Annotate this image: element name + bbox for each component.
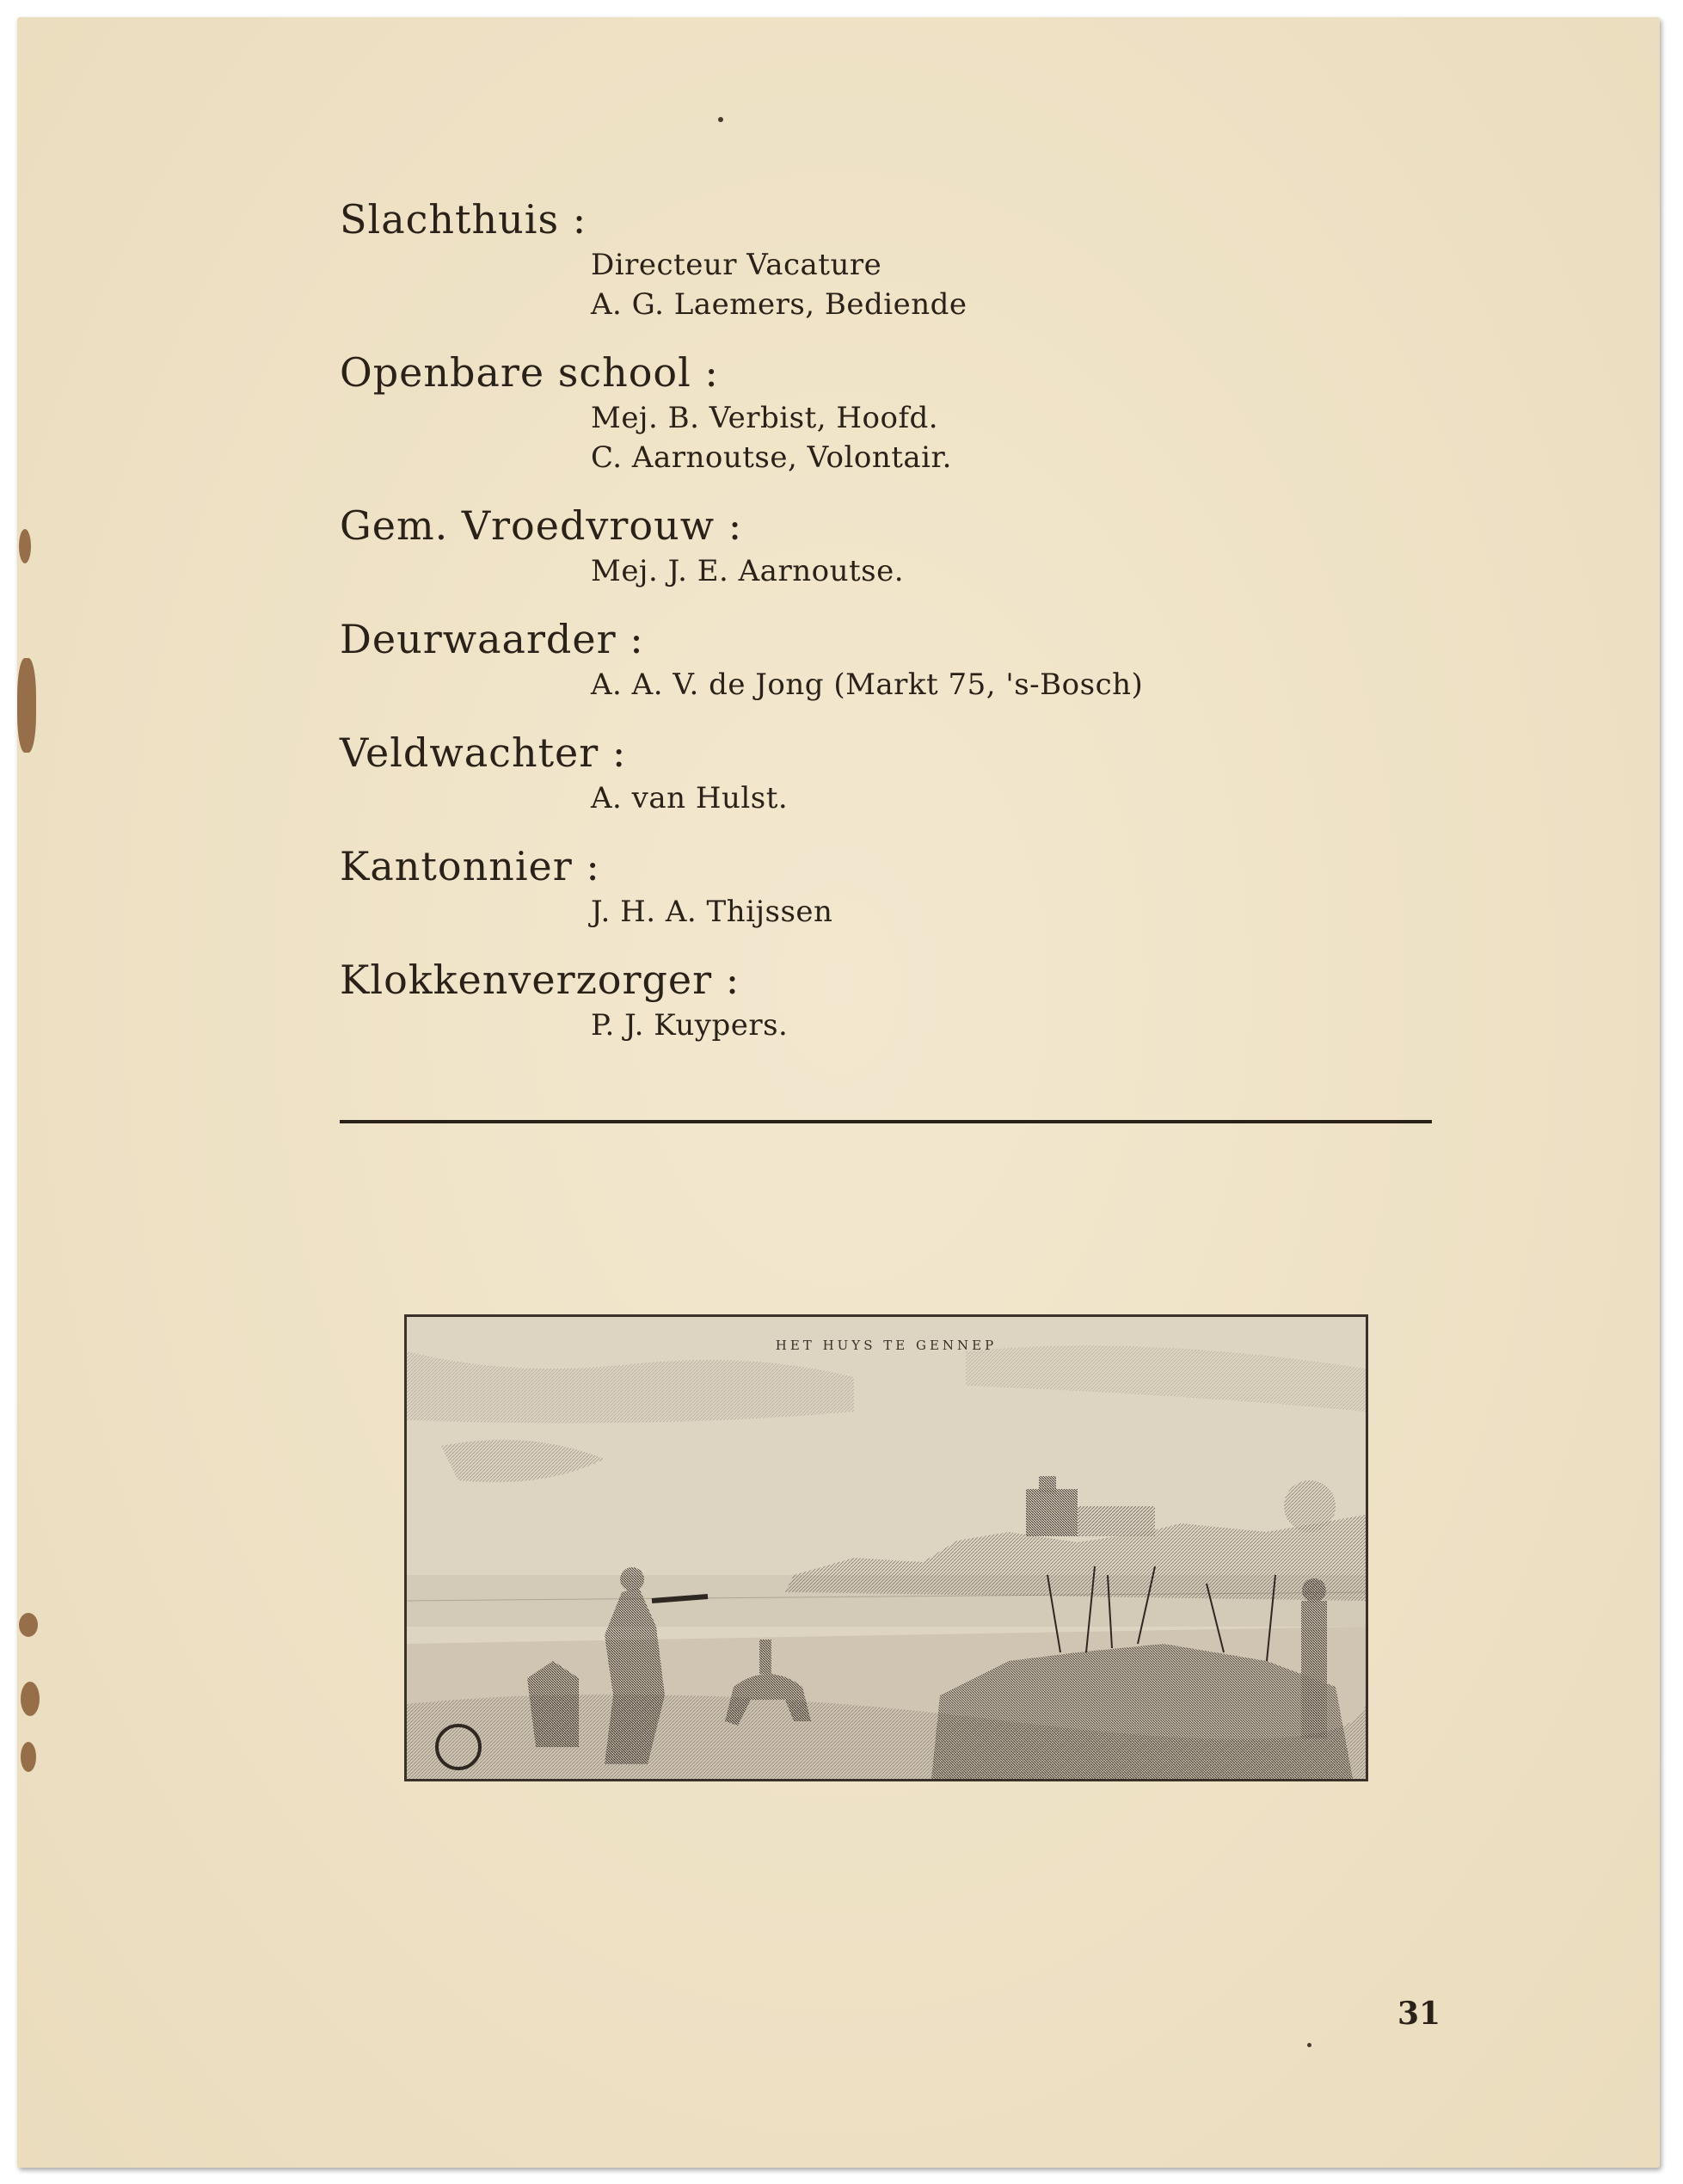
entry-line: J. H. A. Thijssen — [591, 895, 833, 929]
engraving-illustration — [404, 1314, 1368, 1781]
entry-heading: Klokkenverzorger : — [340, 957, 740, 1003]
ink-speck — [718, 117, 723, 122]
entry-heading: Veldwachter : — [340, 729, 627, 776]
stain-mark — [21, 1742, 36, 1772]
entry-heading: Deurwaarder : — [340, 616, 644, 662]
entry-line: A. A. V. de Jong (Markt 75, 's-Bosch) — [591, 668, 1144, 702]
page-sheet — [17, 17, 1660, 2168]
entry-heading: Gem. Vroedvrouw : — [340, 502, 743, 549]
entry-line: Directeur Vacature — [591, 248, 882, 282]
stain-mark — [19, 529, 31, 563]
engraving-scene — [407, 1317, 1366, 1779]
entry-kantonnier — [340, 840, 1458, 932]
entry-klokkenverzorger — [340, 954, 1458, 1045]
entry-slachthuis — [340, 194, 1458, 324]
engraving-caption: HET HUYS TE GENNEP — [775, 1338, 998, 1353]
staff-listing — [340, 194, 1458, 1067]
page-number: 31 — [1397, 1996, 1441, 2032]
entry-heading: Slachthuis : — [340, 196, 587, 243]
entry-line: C. Aarnoutse, Volontair. — [591, 440, 952, 475]
entry-veldwachter — [340, 727, 1458, 818]
entry-line: Mej. B. Verbist, Hoofd. — [591, 401, 939, 435]
section-divider — [340, 1120, 1432, 1123]
entry-line: A. van Hulst. — [591, 781, 789, 815]
stain-mark — [21, 1682, 40, 1716]
entry-openbare-school — [340, 347, 1458, 477]
entry-deurwaarder — [340, 613, 1458, 704]
entry-heading: Openbare school : — [340, 349, 719, 396]
entry-vroedvrouw — [340, 500, 1458, 591]
entry-line: Mej. J. E. Aarnoutse. — [591, 554, 905, 588]
entry-line: A. G. Laemers, Bediende — [591, 287, 967, 322]
stain-mark — [19, 1613, 38, 1637]
entry-line: P. J. Kuypers. — [591, 1008, 789, 1043]
stain-mark — [17, 658, 36, 753]
entry-heading: Kantonnier : — [340, 843, 600, 889]
ink-speck — [1307, 2043, 1311, 2047]
